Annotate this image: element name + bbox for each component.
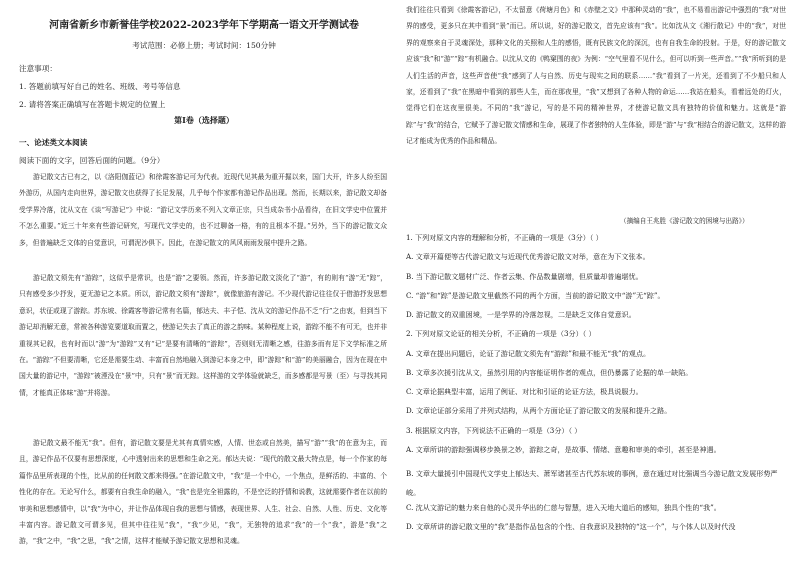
- section-heading: 一、论述类文本阅读: [19, 138, 88, 147]
- notes-heading: 注意事项：: [19, 64, 57, 73]
- question-1-stem: 1. 下列对原文内容的理解和分析，不正确的一项是（3分）（ ）: [406, 233, 603, 242]
- question-3-option-b: B. 文章大量援引中国现代文学史上郁达夫、萧军诸甚至古代苏东坡的事例，意在通过对比强调当今游记散文发展形势严峻。: [406, 469, 778, 497]
- question-1-option-b: B. 当下游记散文题材广泛、作者云集、作品数量剧增，但质量却普遍堪忧。: [406, 272, 643, 281]
- note-item-2: 2. 请将答案正确填写在答题卡规定的位置上: [19, 100, 166, 109]
- question-2-option-c: C. 文章论据典型丰富，运用了例证、对比和引证的论证方法，极具说服力。: [406, 387, 643, 396]
- passage-continuation: 我们往往只看到《徐霞客游记》，不太留意《荷塘月色》和《赤壁之文》中那种灵动的“我”，也不易看出游记中强烈的“我”对世界的感受，更多只在其中看到“景”而已。所以说，好的游记散文，首先应该有“我”。比如沈从文《湘行散记》中的“我”，对世界的观察来自于灵魂深处，那种文化的关照和人生的感悟，既有民族文化的深沉，也有自我生命的投射。于是，好的游记散文应该“我”和“游”“踪”有机融合。以沈从文的《鸭窠围的夜》为例：“空气里看不见什么，但可以听到一些声音。”“我”所听到的是人们生活的声音，这些声音使“我”感到了人与自然、历史与现实之间的联系……“我”看到了一片光，还看到了不少船只和人家，还看到了“我”在黑暗中看到的那些人生，而在那夜里，“我”又想到了各种人物的命运……我站在船头，看着远处的灯火，觉得它们在这夜里很美。不同的“我”游记，写的是不同的精神世界，才使游记散文具有独特的价值和魅力。这就是“游踪”与“我”的结合，它赋予了游记散文情感和生命，展现了作者独特的人生体验，即是“游”与“我”相结合的游记散文，这样的游记才能成为优秀的作品和精品。: [406, 6, 786, 146]
- question-1-option-c: C. “游”和“踪”是游记散文里截然不同的两个方面，当前的游记散文中“游”无“踪”。: [406, 291, 665, 300]
- passage-source: （摘编自王兆胜《游记散文的困境与出路》）: [620, 217, 749, 225]
- question-3-option-c: C. 沈从文游记的魅力来自他的心灵升华出的仁慈与智慧，进入天地大道后的感知，独具个性的“我”。: [406, 503, 721, 512]
- passage-paragraph-3: 游记散文最不能无“我”。但有，游记散文要是尤其有真情实感，人情、世态或自然美，描写“游”“我”的在意为主，而且，游记作品不仅要有思想深度，心中透射出来的思想和生命之光。郁达夫说：“现代的散文最大特点是，每一个作家的每篇作品里所表现的个性，比从前的任何散文都来得强。”在游记散文中，“我”是一个中心，一个焦点，是鲜活的、丰富的、个性化的存在。无论写什么，都要有自我生命的融入，“我”也是完全袒露的，不是空泛的抒情和说教，这就需要作者在以前的审美和思想感情中，以“我”为中心，并让作品体现自我的思想与情感，表现世界、人生、社会、自然、人性、历史、文化等丰富内容。游记散文可谓多见，但其中往往见“我”，“我”少见，“我”，无独特的追求“我”的一个“我”，游是“我”之游，“我”之中，“我”之思，“我”之情，这样才能赋予游记散文思想和灵魂。: [19, 439, 387, 546]
- question-2-option-a: A. 文章在提出问题后，论证了游记散文须先有“游踪”和最不能无“我”的观点。: [406, 349, 651, 358]
- question-2-option-d: D. 文章论证部分采用了并列式结构，从两个方面论证了游记散文的发展和提升之路。: [406, 406, 672, 415]
- question-1-option-d: D. 游记散文的双重困境，一是学界的冷落忽视，二是缺乏文体自觉意识。: [406, 310, 636, 319]
- question-3-option-a: A. 文章所讲的游踪强调移步换景之妙，游踪之奇，是故事、情绪、意趣和审美的牵引，甚至是神遇。: [406, 445, 721, 454]
- question-3-stem: 3. 根据原文内容，下列说法不正确的一项是（3分）（ ）: [406, 426, 582, 435]
- passage-paragraph-1: 游记散文古已有之，以《洛阳伽蓝记》和徐霞客游记可为代表。近现代见其最为重开掘以来，国门大开，许多人纷至国外游历，从国内走向世界，游记散文也获得了长足发展，几乎每个作家都有游记作品出现。然而，长期以来，游记散文却备受学界冷落，沈从文在《谈“写游记”》中说：“游记文学历来不列入文章正宗，只当成杂书小品看待，在旧文学史中位置并不怎么重要。”近三十年来有些游记研究，写现代文学史的，也不过聊备一格，有的且根本不提。”另外，当下的游记散文众多，但普遍缺乏文体的自觉意识，可谓泥沙俱下。因此，在游记散文的风风雨雨发展中提升之路。: [19, 173, 387, 247]
- question-3-option-d: D. 文章所讲的游记散文里的“我”是指作品包含的个性、自我意识及独特的“这一个”，与个体人以及时代没: [406, 522, 736, 531]
- section-instruction: 阅读下面的文字，回答后面的问题。（9分）: [19, 156, 165, 165]
- note-item-1: 1. 答题前填写好自己的姓名、班级、考号等信息: [19, 82, 181, 91]
- left-column: [0, 0, 396, 562]
- exam-info: 考试范围：必修上册；考试时间：150分钟: [132, 41, 276, 50]
- question-1-option-a: A. 文章开篇便等古代游记散文与近现代优秀游记散文对举，意在为下文张本。: [406, 252, 650, 261]
- passage-paragraph-2: 游记散文须先有“游踪”，这似乎是常识，也是“游”之要领。然而，许多游记散文淡化了“游”，有的则有“游”无“踪”，只有感受多少抒发，更无游记之本质。所以，游记散文须有“游踪”，就像旅游有游记。不少现代游记往往仅于借游抒发思想意识，状征或现了游踪。苏东坡、徐霞客等游记常有名篇，郁达夫、丰子恺、沈从文的游记作品不乏“行”之由衷，但到当下游记却消解无意，常被各种游览要道取而置之，使游记失去了真正的游之韵味。某种程度上说，游踪不能不有可无，也并非重视其记叙，也有时而以“游”为“游踪”又有“记”是要有清晰的“游踪”，否则则无清晰之感，往游多而有足下文学标准之所在。“游踪”不但要清晰，它还是需要生动、丰富而自然地融入到游记本身之中，即“游踪”和“游”的美丽融合，因为在现在中国大量的游记中，“游踪”被湮没在“景”中，只有“景”而无踪。这样游的文学体验就缺乏，而多感都是写景（至）与寻找其同情，才能真正体味“游”并将游。: [19, 274, 387, 397]
- volume-title: 第I卷（选择题）: [174, 115, 234, 125]
- question-2-option-b: B. 文章多次援引沈从文，虽然引用的内容能证明作者的观点，但仍暴露了论据的单一缺陷。: [406, 368, 693, 377]
- question-2-stem: 2. 下列对原文论证的相关分析，不正确的一项是（3分）（ ）: [406, 329, 596, 338]
- exam-title: 河南省新乡市新誉佳学校2022-2023学年下学期高一语文开学测试卷: [49, 20, 359, 31]
